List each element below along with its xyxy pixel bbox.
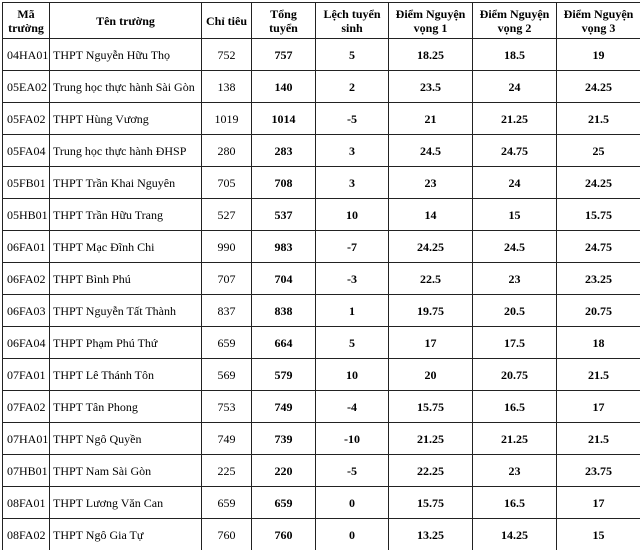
table-row xyxy=(3,135,640,167)
table-header xyxy=(3,3,640,39)
total-admitted-cell: 659 xyxy=(252,487,316,519)
difference-cell: 3 xyxy=(316,167,389,199)
table-row xyxy=(3,199,640,231)
score-choice-1-cell: 23 xyxy=(389,167,473,199)
school-code-cell: 08FA02 xyxy=(3,519,50,550)
school-name-cell: Trung học thực hành Sài Gòn xyxy=(50,71,202,103)
score-choice-2-cell: 16.5 xyxy=(473,487,557,519)
header-school-code: Mã trường xyxy=(3,3,50,39)
difference-cell: 0 xyxy=(316,519,389,550)
school-name-cell: THPT Trần Khai Nguyên xyxy=(50,167,202,199)
school-name-cell: THPT Ngô Quyền xyxy=(50,423,202,455)
score-choice-1-cell: 15.75 xyxy=(389,391,473,423)
score-choice-1-cell: 22.25 xyxy=(389,455,473,487)
score-choice-2-cell: 14.25 xyxy=(473,519,557,550)
school-name-cell: THPT Trần Hữu Trang xyxy=(50,199,202,231)
school-name-cell: THPT Nam Sài Gòn xyxy=(50,455,202,487)
school-name-cell: THPT Tân Phong xyxy=(50,391,202,423)
total-admitted-cell: 739 xyxy=(252,423,316,455)
total-admitted-cell: 757 xyxy=(252,39,316,71)
total-admitted-cell: 708 xyxy=(252,167,316,199)
score-choice-3-cell: 15.75 xyxy=(557,199,640,231)
difference-cell: 5 xyxy=(316,39,389,71)
difference-cell: -5 xyxy=(316,103,389,135)
table-row xyxy=(3,39,640,71)
header-row xyxy=(3,3,640,39)
table-row xyxy=(3,423,640,455)
total-admitted-cell: 760 xyxy=(252,519,316,550)
total-admitted-cell: 1014 xyxy=(252,103,316,135)
score-choice-1-cell: 21 xyxy=(389,103,473,135)
score-choice-3-cell: 20.75 xyxy=(557,295,640,327)
school-name-cell: THPT Lương Văn Can xyxy=(50,487,202,519)
score-choice-3-cell: 23.25 xyxy=(557,263,640,295)
total-admitted-cell: 664 xyxy=(252,327,316,359)
difference-cell: -10 xyxy=(316,423,389,455)
score-choice-2-cell: 20.5 xyxy=(473,295,557,327)
quota-cell: 280 xyxy=(202,135,252,167)
score-choice-2-cell: 18.5 xyxy=(473,39,557,71)
total-admitted-cell: 704 xyxy=(252,263,316,295)
total-admitted-cell: 283 xyxy=(252,135,316,167)
score-choice-2-cell: 24.5 xyxy=(473,231,557,263)
score-choice-3-cell: 24.25 xyxy=(557,71,640,103)
quota-cell: 990 xyxy=(202,231,252,263)
table-body xyxy=(3,39,640,550)
school-name-cell: THPT Phạm Phú Thứ xyxy=(50,327,202,359)
school-code-cell: 05FA02 xyxy=(3,103,50,135)
school-code-cell: 05FB01 xyxy=(3,167,50,199)
table-row xyxy=(3,359,640,391)
total-admitted-cell: 983 xyxy=(252,231,316,263)
school-code-cell: 06FA03 xyxy=(3,295,50,327)
table-row xyxy=(3,167,640,199)
school-name-cell: THPT Lê Thánh Tôn xyxy=(50,359,202,391)
total-admitted-cell: 220 xyxy=(252,455,316,487)
table-row xyxy=(3,487,640,519)
score-choice-3-cell: 24.75 xyxy=(557,231,640,263)
score-choice-1-cell: 24.5 xyxy=(389,135,473,167)
table-row xyxy=(3,391,640,423)
header-quota: Chỉ tiêu xyxy=(202,3,252,39)
school-name-cell: THPT Nguyễn Hữu Thọ xyxy=(50,39,202,71)
difference-cell: 10 xyxy=(316,359,389,391)
school-code-cell: 07FA02 xyxy=(3,391,50,423)
table-row xyxy=(3,295,640,327)
quota-cell: 837 xyxy=(202,295,252,327)
difference-cell: 10 xyxy=(316,199,389,231)
header-admission-difference: Lệch tuyển sinh xyxy=(316,3,389,39)
table-row xyxy=(3,103,640,135)
score-choice-3-cell: 15 xyxy=(557,519,640,550)
school-code-cell: 05EA02 xyxy=(3,71,50,103)
difference-cell: -3 xyxy=(316,263,389,295)
score-choice-1-cell: 22.5 xyxy=(389,263,473,295)
score-choice-1-cell: 15.75 xyxy=(389,487,473,519)
difference-cell: 1 xyxy=(316,295,389,327)
school-name-cell: THPT Ngô Gia Tự xyxy=(50,519,202,550)
quota-cell: 705 xyxy=(202,167,252,199)
total-admitted-cell: 537 xyxy=(252,199,316,231)
score-choice-2-cell: 23 xyxy=(473,263,557,295)
score-choice-3-cell: 21.5 xyxy=(557,359,640,391)
difference-cell: 5 xyxy=(316,327,389,359)
school-code-cell: 08FA01 xyxy=(3,487,50,519)
score-choice-1-cell: 23.5 xyxy=(389,71,473,103)
school-code-cell: 05FA04 xyxy=(3,135,50,167)
admission-scores-table xyxy=(2,2,640,550)
quota-cell: 753 xyxy=(202,391,252,423)
score-choice-1-cell: 20 xyxy=(389,359,473,391)
score-choice-2-cell: 21.25 xyxy=(473,103,557,135)
header-score-choice-1: Điểm Nguyện vọng 1 xyxy=(389,3,473,39)
difference-cell: 3 xyxy=(316,135,389,167)
header-score-choice-3: Điểm Nguyện vọng 3 xyxy=(557,3,640,39)
school-name-cell: THPT Nguyễn Tất Thành xyxy=(50,295,202,327)
school-code-cell: 06FA01 xyxy=(3,231,50,263)
score-choice-1-cell: 13.25 xyxy=(389,519,473,550)
score-choice-1-cell: 21.25 xyxy=(389,423,473,455)
quota-cell: 527 xyxy=(202,199,252,231)
difference-cell: -5 xyxy=(316,455,389,487)
score-choice-3-cell: 17 xyxy=(557,391,640,423)
table-row xyxy=(3,327,640,359)
quota-cell: 659 xyxy=(202,327,252,359)
quota-cell: 569 xyxy=(202,359,252,391)
score-choice-1-cell: 18.25 xyxy=(389,39,473,71)
difference-cell: -4 xyxy=(316,391,389,423)
difference-cell: 2 xyxy=(316,71,389,103)
score-choice-2-cell: 23 xyxy=(473,455,557,487)
score-choice-2-cell: 15 xyxy=(473,199,557,231)
quota-cell: 225 xyxy=(202,455,252,487)
school-code-cell: 07HA01 xyxy=(3,423,50,455)
school-code-cell: 06FA04 xyxy=(3,327,50,359)
score-choice-3-cell: 24.25 xyxy=(557,167,640,199)
score-choice-2-cell: 24 xyxy=(473,167,557,199)
school-code-cell: 04HA01 xyxy=(3,39,50,71)
score-choice-3-cell: 23.75 xyxy=(557,455,640,487)
school-name-cell: THPT Mạc Đĩnh Chi xyxy=(50,231,202,263)
quota-cell: 707 xyxy=(202,263,252,295)
score-choice-2-cell: 16.5 xyxy=(473,391,557,423)
difference-cell: 0 xyxy=(316,487,389,519)
header-total-admitted: Tổng tuyển xyxy=(252,3,316,39)
school-code-cell: 07FA01 xyxy=(3,359,50,391)
score-choice-2-cell: 21.25 xyxy=(473,423,557,455)
table-row xyxy=(3,263,640,295)
header-school-name: Tên trường xyxy=(50,3,202,39)
score-choice-2-cell: 24 xyxy=(473,71,557,103)
school-code-cell: 06FA02 xyxy=(3,263,50,295)
quota-cell: 749 xyxy=(202,423,252,455)
quota-cell: 659 xyxy=(202,487,252,519)
score-choice-3-cell: 17 xyxy=(557,487,640,519)
score-choice-2-cell: 20.75 xyxy=(473,359,557,391)
score-choice-3-cell: 21.5 xyxy=(557,103,640,135)
score-choice-2-cell: 17.5 xyxy=(473,327,557,359)
school-code-cell: 07HB01 xyxy=(3,455,50,487)
score-choice-3-cell: 18 xyxy=(557,327,640,359)
total-admitted-cell: 838 xyxy=(252,295,316,327)
total-admitted-cell: 140 xyxy=(252,71,316,103)
quota-cell: 752 xyxy=(202,39,252,71)
header-score-choice-2: Điểm Nguyện vọng 2 xyxy=(473,3,557,39)
school-name-cell: Trung học thực hành ĐHSP xyxy=(50,135,202,167)
school-code-cell: 05HB01 xyxy=(3,199,50,231)
score-choice-1-cell: 19.75 xyxy=(389,295,473,327)
total-admitted-cell: 579 xyxy=(252,359,316,391)
quota-cell: 1019 xyxy=(202,103,252,135)
score-choice-1-cell: 17 xyxy=(389,327,473,359)
school-name-cell: THPT Hùng Vương xyxy=(50,103,202,135)
score-choice-1-cell: 14 xyxy=(389,199,473,231)
table-row xyxy=(3,71,640,103)
total-admitted-cell: 749 xyxy=(252,391,316,423)
quota-cell: 760 xyxy=(202,519,252,550)
school-name-cell: THPT Bình Phú xyxy=(50,263,202,295)
score-choice-3-cell: 19 xyxy=(557,39,640,71)
score-choice-3-cell: 21.5 xyxy=(557,423,640,455)
table-row xyxy=(3,519,640,550)
difference-cell: -7 xyxy=(316,231,389,263)
table-row xyxy=(3,455,640,487)
table-row xyxy=(3,231,640,263)
score-choice-3-cell: 25 xyxy=(557,135,640,167)
score-choice-2-cell: 24.75 xyxy=(473,135,557,167)
quota-cell: 138 xyxy=(202,71,252,103)
score-choice-1-cell: 24.25 xyxy=(389,231,473,263)
